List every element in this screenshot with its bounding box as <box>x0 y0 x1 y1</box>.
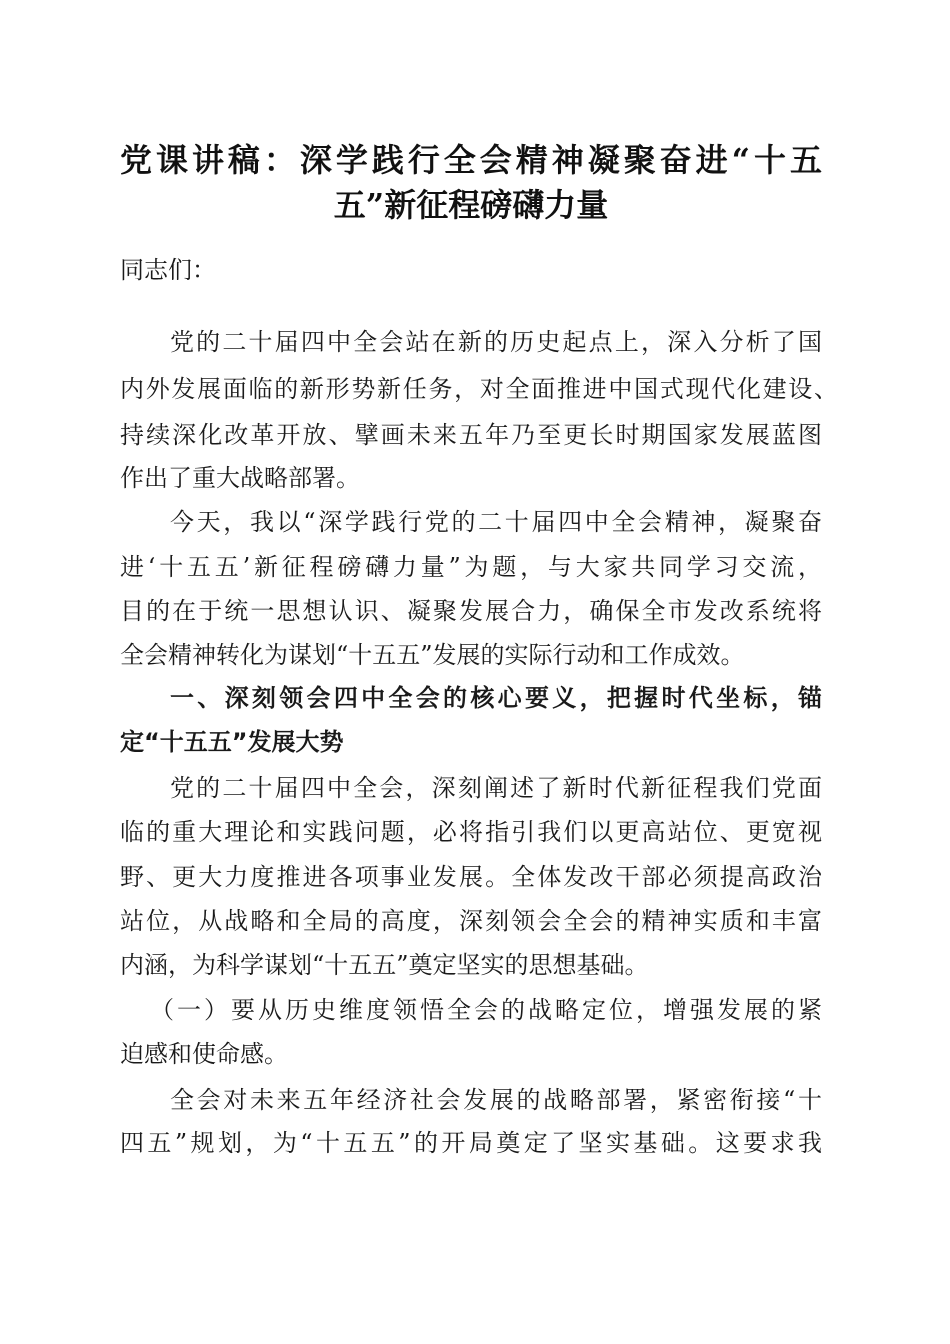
section-heading-line: 一、深刻领会四中全会的核心要义，把握时代坐标，锚 <box>170 684 822 712</box>
subsection-heading-line: （一）要从历史维度领悟全会的战略定位，增强发展的紧 <box>150 996 822 1024</box>
paragraph-line: 全会精神转化为谋划“十五五”发展的实际行动和工作成效。 <box>120 641 745 669</box>
paragraph-line: 党的二十届四中全会站在新的历史起点上，深入分析了国 <box>170 328 822 356</box>
paragraph-line: 野、更大力度推进各项事业发展。全体发改干部必须提高政治 <box>120 863 822 891</box>
paragraph-line: 内外发展面临的新形势新任务，对全面推进中国式现代化建设、 <box>120 375 838 403</box>
paragraph-line: 四五”规划，为“十五五”的开局奠定了坚实基础。这要求我 <box>120 1129 822 1157</box>
paragraph-line: 持续深化改革开放、擘画未来五年乃至更长时期国家发展蓝图 <box>120 421 822 449</box>
paragraph-line: 进‘十五五’新征程磅礴力量”为题，与大家共同学习交流， <box>120 553 822 581</box>
section-heading-line: 定“十五五”发展大势 <box>120 728 344 756</box>
document-title-line: 党课讲稿：深学践行全会精神凝聚奋进“十五 <box>120 141 822 179</box>
paragraph-line: 全会对未来五年经济社会发展的战略部署，紧密衔接“十 <box>170 1086 822 1114</box>
paragraph-line: 内涵，为科学谋划“十五五”奠定坚实的思想基础。 <box>120 951 649 979</box>
salutation: 同志们： <box>120 256 216 284</box>
paragraph-line: 作出了重大战略部署。 <box>120 464 360 492</box>
paragraph-line: 临的重大理论和实践问题，必将指引我们以更高站位、更宽视 <box>120 818 822 846</box>
paragraph-line: 今天，我以“深学践行党的二十届四中全会精神，凝聚奋 <box>170 508 822 536</box>
paragraph-line: 站位，从战略和全局的高度，深刻领会全会的精神实质和丰富 <box>120 907 822 935</box>
subsection-heading-line: 迫感和使命感。 <box>120 1040 288 1068</box>
document-title-line: 五”新征程磅礴力量 <box>333 186 609 224</box>
paragraph-line: 目的在于统一思想认识、凝聚发展合力，确保全市发改系统将 <box>120 597 822 625</box>
paragraph-line: 党的二十届四中全会，深刻阐述了新时代新征程我们党面 <box>170 774 822 802</box>
